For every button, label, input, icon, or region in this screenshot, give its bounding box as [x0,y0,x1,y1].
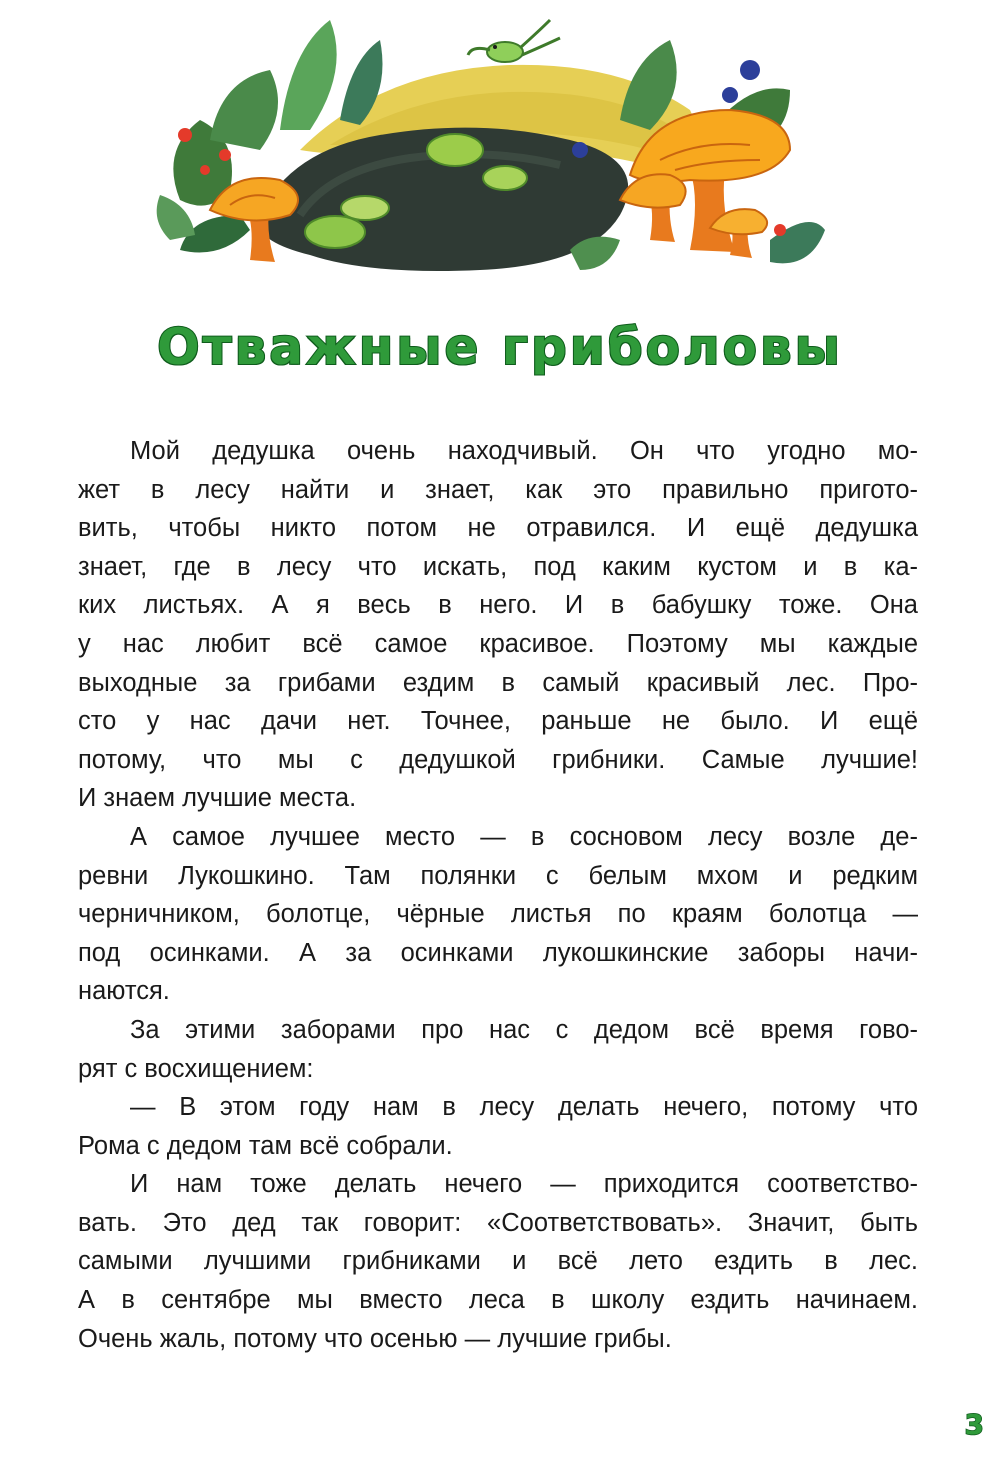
text-line: самыми лучшими грибниками и всё лето ездить в лес. [78,1247,918,1276]
lily-pad [483,166,527,190]
blueberry [722,87,738,103]
text-line: А самое лучшее место — в сосновом лесу возле де- [130,822,918,851]
text-line: За этими заборами про нас с дедом всё время гово- [130,1015,918,1044]
text-line: жет в лесу найти и знает, как это правильно пригото- [78,475,918,504]
text-line: ких листьях. А я весь в него. И в бабушку тоже. Она [78,591,918,620]
text-line: — В этом году нам в лесу делать нечего, потому что [130,1093,918,1122]
text-line: черничником, болотце, чёрные листья по краям болотца — [78,900,918,929]
blueberry [740,60,760,80]
text-line: И знаем лучшие места. [78,784,357,813]
text-line: ревни Лукошкино. Там полянки с белым мхом и редким [78,861,918,890]
page-title: Отважные гриболовы [157,318,843,376]
berry [774,224,786,236]
text-line: рят с восхищением: [78,1054,314,1083]
lily-pad [341,196,389,220]
frog-icon [468,20,560,62]
text-line: выходные за грибами ездим в самый красивый лес. Про- [78,668,918,697]
leaf [280,20,337,130]
leaf [210,70,278,150]
forest-pond-illustration [150,0,830,290]
chanterelle-mushroom [620,174,686,242]
text-line: потому, что мы с дедушкой грибники. Самые лучшие! [78,745,918,774]
text-line: у нас любит всё самое красивое. Поэтому мы каждые [78,629,918,658]
text-line: знает, где в лесу что искать, под каким кустом и в ка- [78,552,918,581]
page-number: 3 [964,1408,984,1441]
text-line: Очень жаль, потому что осенью — лучшие грибы. [78,1324,672,1353]
text-line: сто у нас дачи нет. Точнее, раньше не было. И ещё [78,707,918,736]
lily-pad [305,216,365,248]
lily-pad [427,134,483,166]
text-line: И нам тоже делать нечего — приходится соответство- [130,1170,918,1199]
text-line: Рома с дедом там всё собрали. [78,1131,453,1160]
text-line: под осинками. А за осинками лукошкинские заборы начи- [78,938,918,967]
text-line: Мой дедушка очень находчивый. Он что угодно мо- [130,437,918,465]
berry [219,149,231,161]
text-line: вить, чтобы никто потом не отравился. И ещё дедушка [78,514,918,543]
text-line: вать. Это дед так говорит: «Соответствовать». Значит, быть [78,1208,918,1237]
berry [178,128,192,142]
text-line: наются. [78,977,170,1006]
story-text [78,432,918,1358]
berry [200,165,210,175]
blueberry [572,142,588,158]
text-line: А в сентябре мы вместо леса в школу ездить начинаем. [78,1286,918,1315]
